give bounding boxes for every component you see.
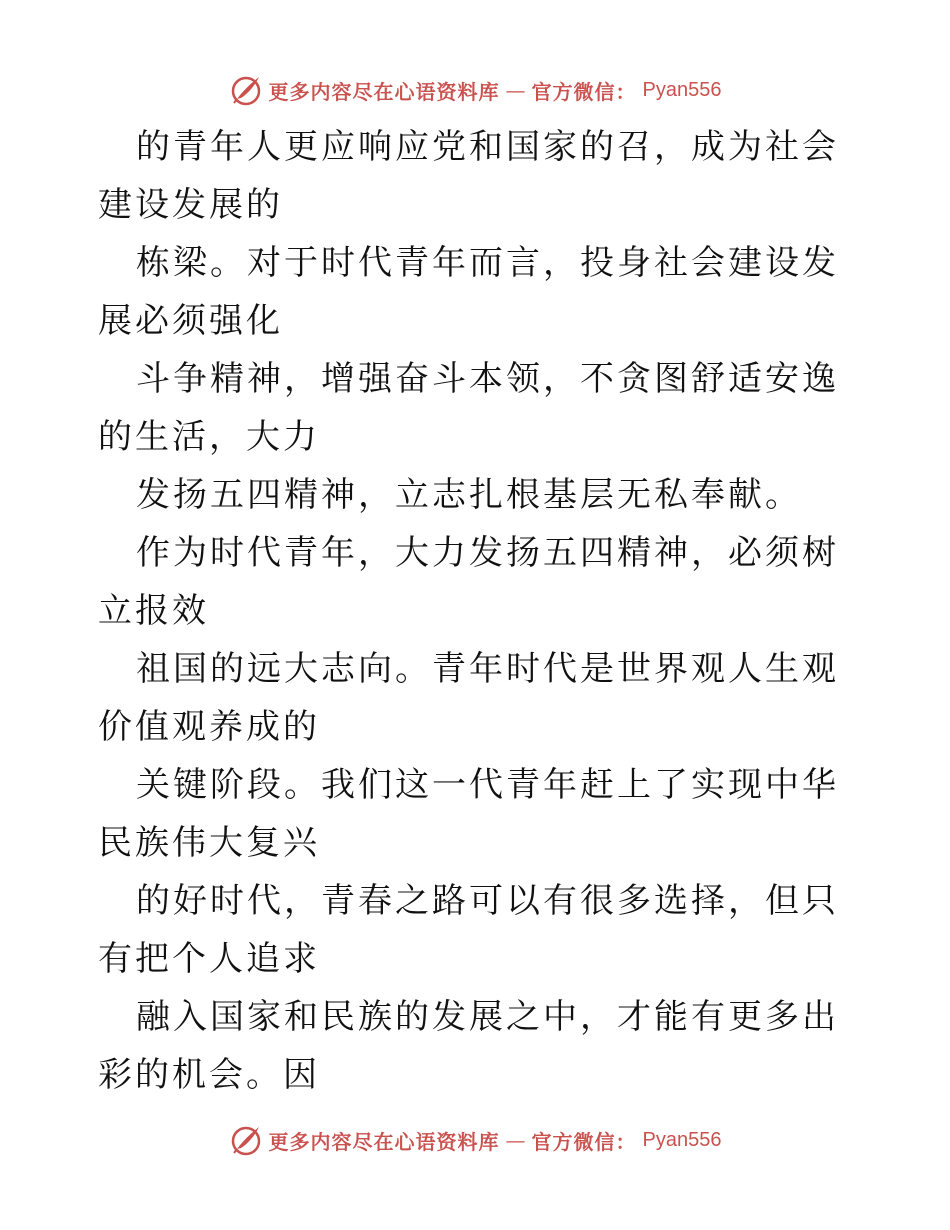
header-separator: — [505,78,526,102]
paragraph: 栋梁。对于时代青年而言，投身社会建设发展必须强化 [98,243,839,341]
header-banner-text: 更多内容尽在心语资料库 [268,79,500,104]
footer-banner [0,1120,950,1160]
header-banner [0,70,950,110]
header-wechat-id: Pyan556 [642,78,722,101]
paragraph: 作为时代青年，大力发扬五四精神，必须树立报效 [98,533,839,631]
body-text [98,118,858,1104]
header-wechat-label: 官方微信： [531,79,637,104]
paragraph: 融入国家和民族的发展之中，才能有更多出彩的机会。因 [98,997,839,1095]
footer-wechat-label: 官方微信： [531,1129,637,1154]
quill-pen-icon [229,1123,263,1157]
paragraph: 的青年人更应响应党和国家的召，成为社会建设发展的 [98,127,839,225]
quill-pen-icon [229,73,263,107]
footer-banner-text: 更多内容尽在心语资料库 [268,1129,500,1154]
paragraph: 祖国的远大志向。青年时代是世界观人生观价值观养成的 [98,649,839,747]
paragraph: 斗争精神，增强奋斗本领，不贪图舒适安逸的生活，大力 [98,359,839,457]
footer-separator: — [505,1128,526,1152]
paragraph: 的好时代，青春之路可以有很多选择，但只有把个人追求 [98,881,839,979]
paragraph: 关键阶段。我们这一代青年赶上了实现中华民族伟大复兴 [98,765,839,863]
footer-wechat-id: Pyan556 [642,1128,722,1151]
paragraph: 发扬五四精神，立志扎根基层无私奉献。 [136,475,802,515]
